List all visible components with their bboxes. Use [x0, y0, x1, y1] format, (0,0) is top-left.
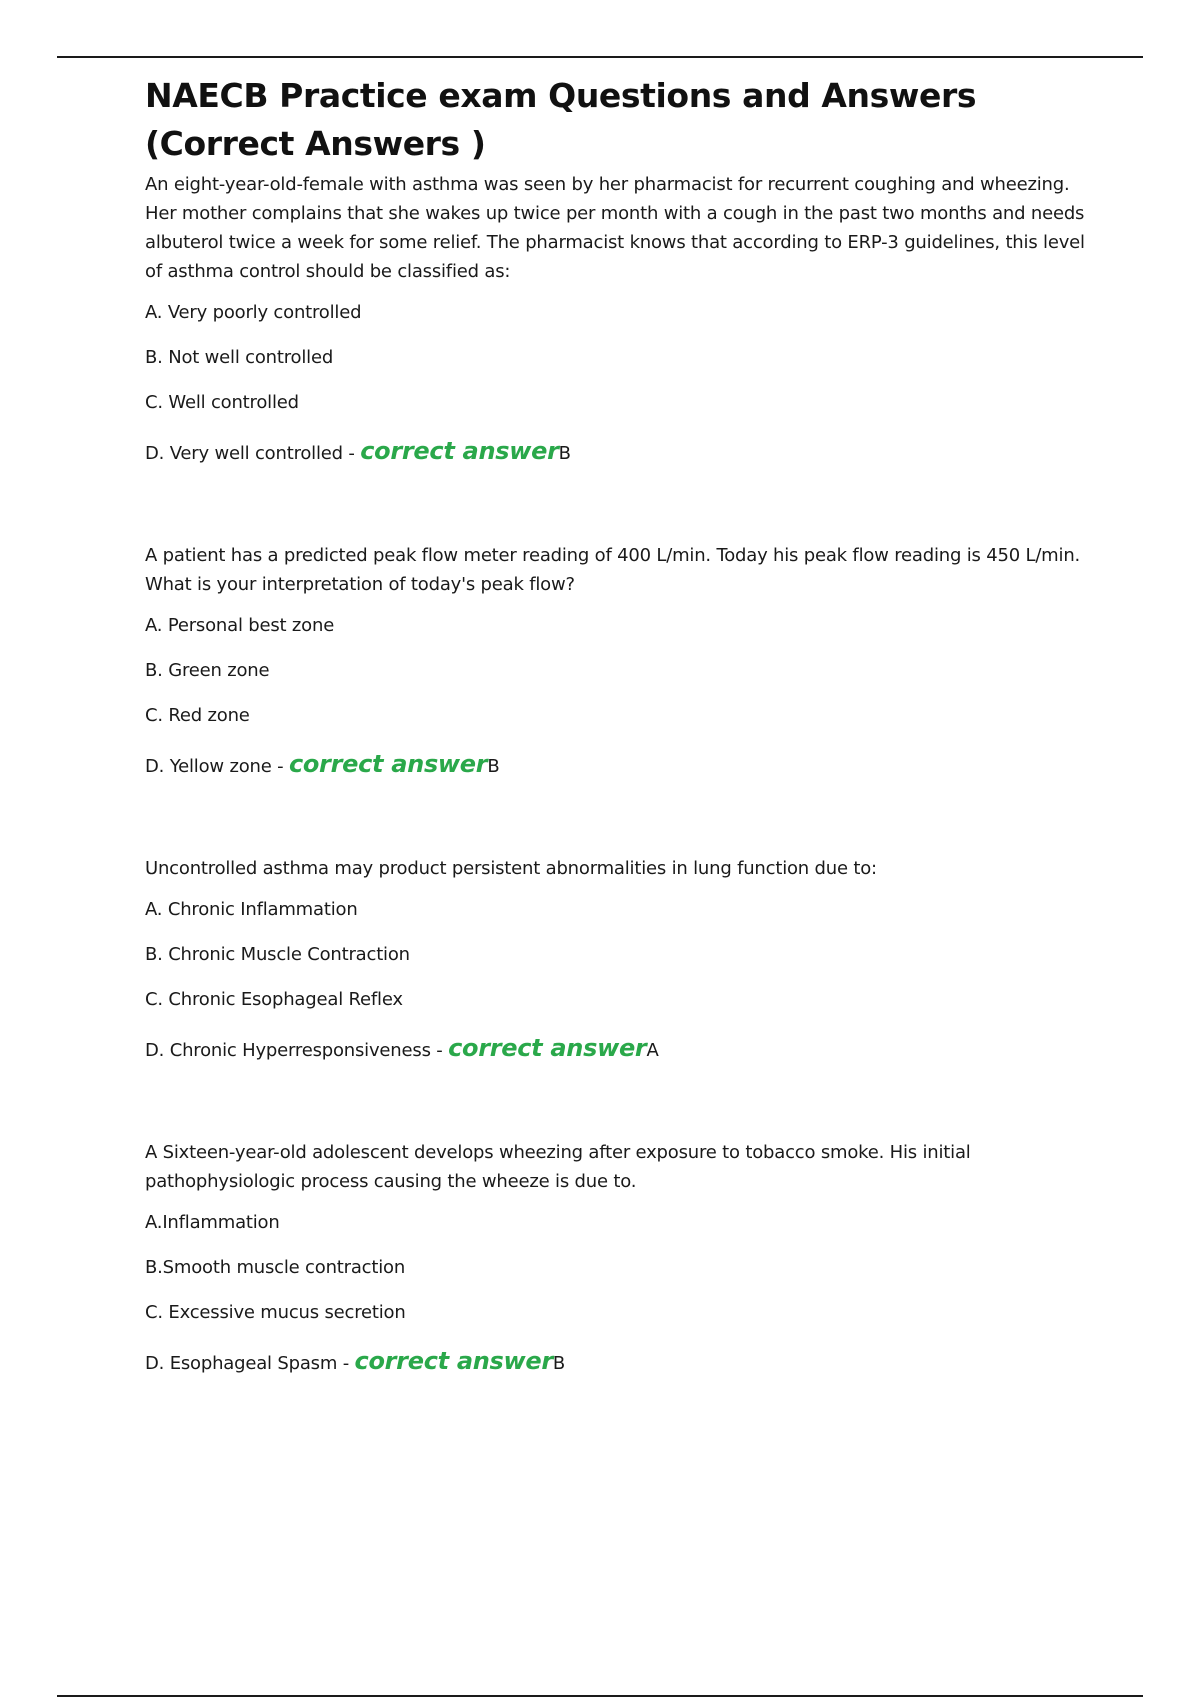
option-d-with-answer [145, 746, 1085, 782]
question-stem: Uncontrolled asthma may product persistent abnormalities in lung function due to: [145, 858, 877, 879]
question-4 [145, 1138, 1085, 1379]
option-a: A. Chronic Inflammation [145, 899, 358, 920]
question-1 [145, 170, 1085, 469]
top-rule [57, 56, 1143, 58]
option-d: D. Very well controlled - [145, 443, 355, 464]
option-d: D. Chronic Hyperresponsiveness - [145, 1040, 443, 1061]
option-a: A. Very poorly controlled [145, 302, 362, 323]
correct-answer-letter: A [646, 1040, 659, 1061]
question-stem: A Sixteen-year-old adolescent develops wheezing after exposure to tobacco smoke. His initial pathophysiologic process causing the wheeze is due to. [145, 1142, 971, 1192]
correct-answer-letter: B [552, 1353, 566, 1374]
correct-answer-letter: B [558, 443, 571, 464]
correct-answer-label: correct answer [360, 437, 559, 465]
page-title: NAECB Practice exam Questions and Answers (Correct Answers ) [145, 76, 977, 163]
option-c: C. Chronic Esophageal Reflex [145, 989, 403, 1010]
correct-answer-letter: B [487, 756, 500, 777]
option-b: B.Smooth muscle contraction [145, 1257, 406, 1278]
question-stem: An eight-year-old-female with asthma was seen by her pharmacist for recurrent coughing and wheezing. Her mother complains that she wakes up twice per month with a cough in the past two months and needs albuterol twice a week for some relief. The pharmacist knows that according to ERP-3 guidelines, this level of asthma control should be classified as: [145, 174, 1085, 282]
option-d: D. Yellow zone - [145, 756, 284, 777]
option-b: B. Green zone [145, 660, 270, 681]
option-d-with-answer [145, 433, 1085, 469]
option-d-with-answer [145, 1343, 1085, 1379]
option-c: C. Well controlled [145, 392, 299, 413]
option-c: C. Red zone [145, 705, 250, 726]
option-c: C. Excessive mucus secretion [145, 1302, 406, 1323]
correct-answer-label: correct answer [448, 1034, 647, 1062]
question-3 [145, 854, 1085, 1066]
correct-answer-label: correct answer [288, 750, 488, 778]
bottom-rule [57, 1695, 1143, 1697]
option-d-with-answer [145, 1030, 1085, 1066]
question-2 [145, 541, 1085, 782]
option-a: A. Personal best zone [145, 615, 335, 636]
option-d: D. Esophageal Spasm - [145, 1353, 349, 1374]
option-b: B. Chronic Muscle Contraction [145, 944, 410, 965]
question-stem: A patient has a predicted peak flow meter reading of 400 L/min. Today his peak flow reading is 450 L/min. What is your interpretation of today's peak flow? [145, 545, 1081, 595]
correct-answer-label: correct answer [354, 1347, 553, 1375]
option-b: B. Not well controlled [145, 347, 334, 368]
option-a: A.Inflammation [145, 1212, 280, 1233]
document-body [145, 72, 1085, 1379]
